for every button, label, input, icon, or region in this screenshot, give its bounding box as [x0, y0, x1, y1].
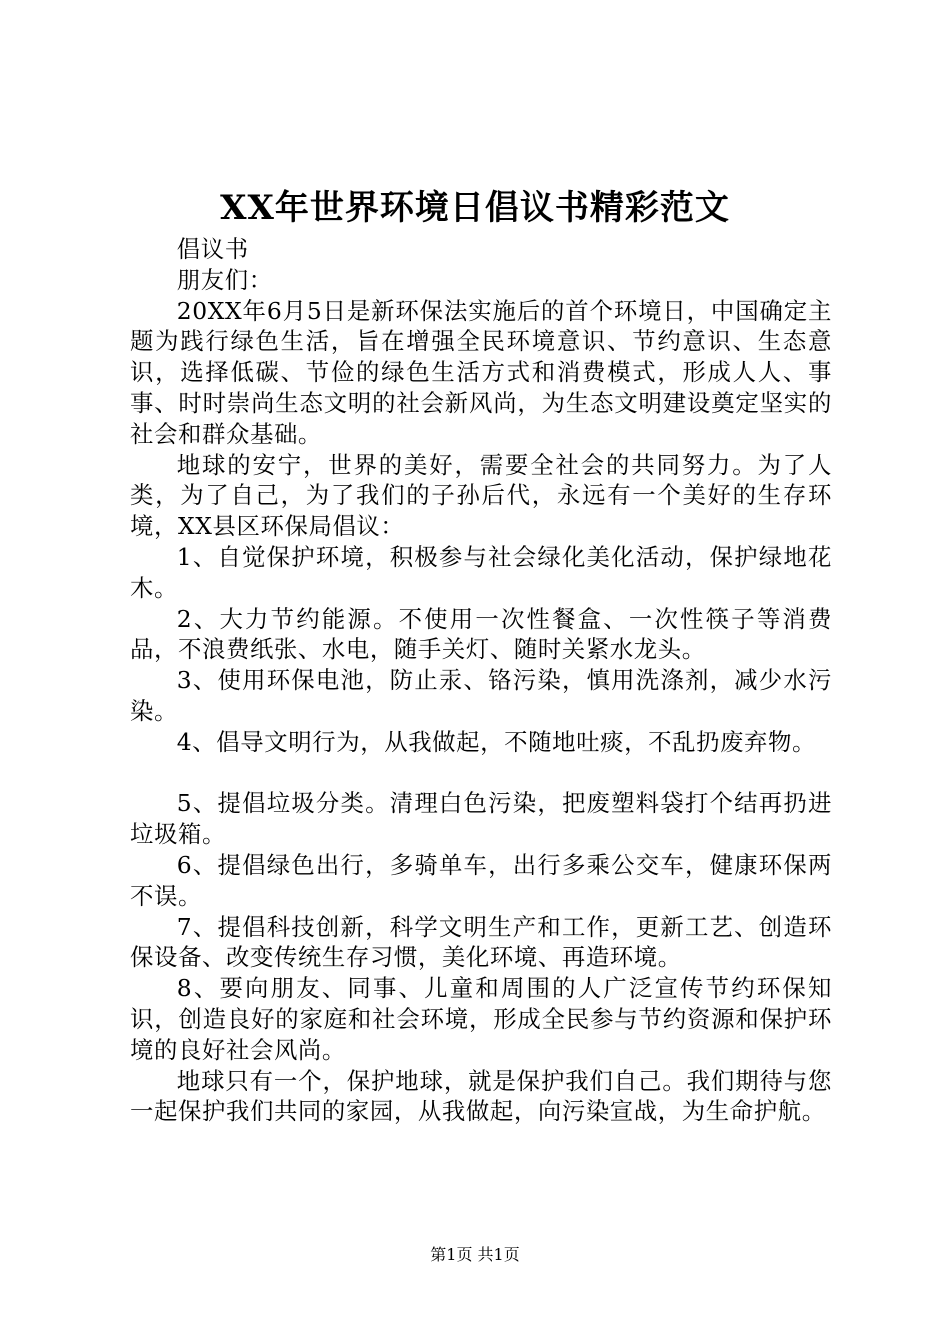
paragraph-call: 地球的安宁，世界的美好，需要全社会的共同努力。为了人类，为了自己，为了我们的子孙后代，永远有一个美好的生存环境，XX县区环保局倡议：	[130, 450, 832, 541]
page-footer: 第1页 共1页	[430, 1245, 520, 1264]
list-item-7: 7、提倡科技创新，科学文明生产和工作，更新工艺、创造环保设备、改变传统生存习惯，美化环境、再造环境。	[130, 912, 832, 972]
paragraph-closing: 地球只有一个，保护地球，就是保护我们自己。我们期待与您一起保护我们共同的家园，从我做起，向污染宣战，为生命护航。	[130, 1066, 832, 1126]
document-body	[130, 234, 832, 1127]
list-item-2: 2、大力节约能源。不使用一次性餐盒、一次性筷子等消费品，不浪费纸张、水电，随手关灯、随时关紧水龙头。	[130, 604, 832, 664]
paragraph-salutation: 朋友们：	[176, 265, 273, 294]
list-item-4: 4、倡导文明行为，从我做起，不随地吐痰，不乱扔废弃物。	[176, 727, 817, 756]
paragraph-heading: 倡议书	[176, 235, 249, 263]
list-item-3: 3、使用环保电池，防止汞、铬污染，慎用洗涤剂，减少水污染。	[130, 666, 832, 725]
list-item-1: 1、自觉保护环境，积极参与社会绿化美化活动，保护绿地花木。	[130, 542, 832, 602]
list-item-6: 6、提倡绿色出行，多骑单车，出行多乘公交车，健康环保两不误。	[130, 850, 832, 910]
paragraph-intro: 20XX年6月5日是新环保法实施后的首个环境日，中国确定主题为践行绿色生活，旨在增强全民环境意识、节约意识、生态意识，选择低碳、节俭的绿色生活方式和消费模式，形成人人、事事、时时崇尚生态文明的社会新风尚，为生态文明建设奠定坚实的社会和群众基础。	[130, 296, 832, 448]
list-item-5: 5、提倡垃圾分类。清理白色污染，把废塑料袋打个结再扔进垃圾箱。	[130, 789, 832, 849]
document-title: XX年世界环境日倡议书精彩范文	[220, 188, 730, 228]
list-item-8: 8、要向朋友、同事、儿童和周围的人广泛宣传节约环保知识，创造良好的家庭和社会环境，形成全民参与节约资源和保护环境的良好社会风尚。	[130, 974, 832, 1064]
